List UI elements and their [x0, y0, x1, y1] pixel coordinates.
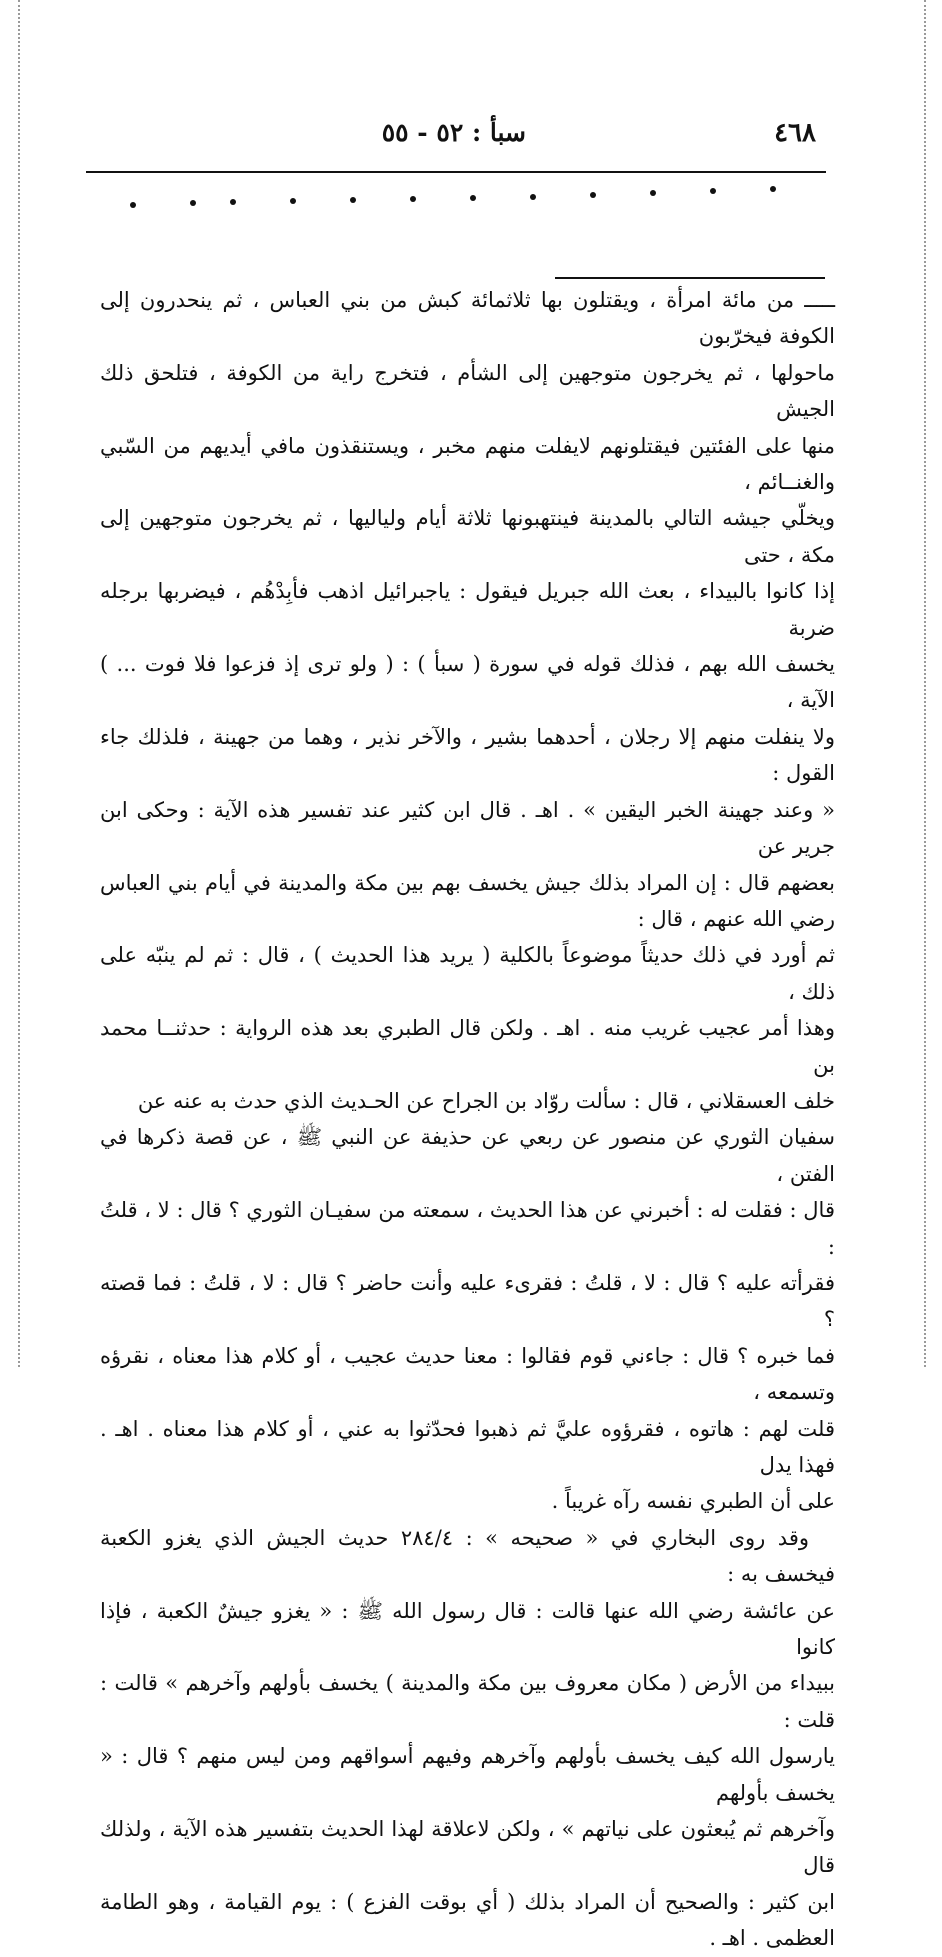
text-line: ابن كثير : والصحيح أن المراد بذلك ( أي بوقت الفزع ) : يوم القيامة ، وهو الطامة العظمى . اهـ .: [100, 1889, 835, 1951]
running-head: سبأ : ٥٢ - ٥٥: [381, 118, 526, 147]
text-line: فقرأته عليه ؟ قال : لا ، قلتُ : فقرىء عليه وأنت حاضر ؟ قال : لا ، قلتُ : فما قصته ؟: [100, 1270, 835, 1332]
text-line: وآخرهم ثم يُبعثون على نياتهم » ، ولكن لاعلاقة لهذا الحديث بتفسير هذه الآية ، ولذلك قال: [100, 1817, 835, 1878]
verse-dots-divider: [110, 178, 810, 218]
text-line: عن عائشة رضي الله عنها قالت : قال رسول الله ﷺ : « يغزو جيشٌ الكعبة ، فإذا كانوا: [100, 1598, 835, 1660]
text-line: بعضهم قال : إن المراد بذلك جيش يخسف بهم بين مكة والمدينة في أيام بني العباس رضي الله عنهم ، قال :: [100, 870, 835, 931]
text-line: منها على الفئتين فيقتلونهم لايفلت منهم مخبر ، ويستنقذون مافي أيديهم من السّبي والغنــائم ،: [100, 433, 835, 495]
text-line: إذا كانوا بالبيداء ، بعث الله جبريل فيقول : ياجبرائيل اذهب فأبِدْهُم ، فيضربها برجله ضربة: [100, 579, 835, 640]
text-line: يخسف الله بهم ، فذلك قوله في سورة ( سبأ ) : ( ولو ترى إذ فزعوا فلا فوت ... ) الآية ،: [100, 652, 835, 713]
text-line: ماحولها ، ثم يخرجون متوجهين إلى الشأم ، فتخرج راية من الكوفة ، فتلحق ذلك الجيش: [100, 360, 835, 422]
text-line: ثم أورد في ذلك حديثاً موضوعاً بالكلية ( يريد هذا الحديث ) ، قال : ثم لم ينبّه على ذلك ،: [100, 943, 835, 1004]
text-line: وقد روى البخاري في « صحيحه » : ٢٨٤/٤ حديث الجيش الذي يغزو الكعبة فيخسف به :: [100, 1525, 835, 1587]
text-line: وهذا أمر عجيب غريب منه . اهـ . ولكن قال الطبري بعد هذه الرواية : حدثنــا محمد بن: [100, 1016, 835, 1077]
scan-edge-dots-right: [924, 0, 926, 1367]
text-line: « وعند جهينة الخبر اليقين » . اهـ . قال ابن كثير عند تفسير هذه الآية : وحكى ابن جرير عن: [100, 797, 835, 859]
scan-edge-dots-left: [18, 0, 20, 1367]
text-line: على أن الطبري نفسه رآه غريباً .: [551, 1489, 835, 1514]
footnote-rule: [555, 277, 825, 279]
header-rule: [86, 171, 826, 173]
footnote-paragraph-1: [100, 282, 835, 1520]
text-line: قلت لهم : هاتوه ، فقرؤوه عليَّ ثم ذهبوا فحدّثوا به عني ، أو كلام هذا معناه . اهـ . فهذا يدل: [100, 1416, 835, 1477]
text-line: قال : فقلت له : أخبرني عن هذا الحديث ، سمعته من سفيـان الثوري ؟ قال : لا ، قلتُ :: [100, 1198, 835, 1259]
text-line: ولا ينفلت منهم إلا رجلان ، أحدهما بشير ، والآخر نذير ، وهما من جهينة ، فلذلك جاء القول :: [100, 724, 835, 786]
text-line: سفيان الثوري عن منصور عن ربعي عن حذيفة عن النبي ﷺ ، عن قصة ذكرها في الفتن ،: [100, 1125, 835, 1186]
text-line: ببيداء من الأرض ( مكان معروف بين مكة والمدينة ) يخسف بأولهم وآخرهم » قالت : قلت :: [100, 1671, 835, 1732]
text-line: فما خبره ؟ قال : جاءني قوم فقالوا : معنا حديث عجيب ، أو كلام هذا معناه ، نقرؤه وتسمعه ،: [100, 1343, 835, 1405]
footnote-text: [100, 282, 835, 1957]
footnote-paragraph-2: [100, 1520, 835, 1957]
text-line: خلف العسقلاني ، قال : سألت روّاد بن الجراح عن الحـديث الذي حدث به عنه عن: [137, 1088, 835, 1113]
text-line: يارسول الله كيف يخسف بأولهم وآخرهم وفيهم أسواقهم ومن ليس منهم ؟ قال : « يخسف بأولهم: [100, 1744, 835, 1805]
text-line: ـــــ من مائة امرأة ، ويقتلون بها ثلاثمائة كبش من بني العباس ، ثم ينحدرون إلى الكوفة فيخرّبون: [100, 288, 835, 349]
page-number: ٤٦٨: [774, 118, 816, 148]
text-line: ويخلّي جيشه التالي بالمدينة فينتهبونها ثلاثة أيام ولياليها ، ثم يخرجون متوجهين إلى مكة ، حتى: [100, 506, 835, 567]
page-header: [86, 112, 826, 152]
